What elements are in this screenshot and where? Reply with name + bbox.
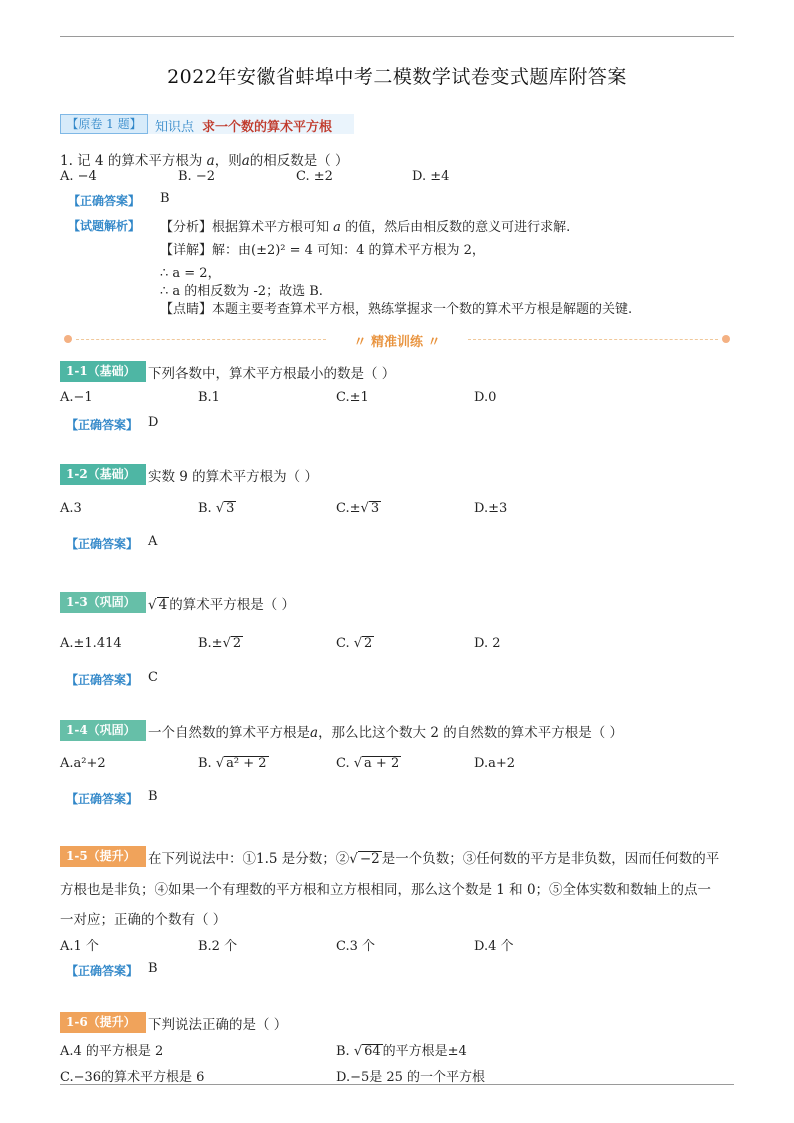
item-option: B.1 bbox=[198, 390, 220, 405]
item-option: B. √ 3 bbox=[198, 501, 235, 516]
analysis-line-5: 【点睛】本题主要考查算术平方根，熟练掌握求一个数的算术平方根是解题的关键. bbox=[160, 302, 633, 317]
original-answer-label: 【正确答案】 bbox=[68, 194, 141, 208]
analysis-line-1: 【分析】根据算术平方根可知 a 的值，然后由相反数的意义可进行求解. bbox=[160, 220, 571, 235]
item-option: C. √ a + 2 bbox=[336, 756, 400, 771]
section-right-line bbox=[468, 339, 718, 340]
item-answer: B bbox=[148, 961, 158, 976]
item-badge: 1-3（巩固） bbox=[60, 592, 146, 613]
original-answer: B bbox=[160, 191, 170, 206]
item-option: D.±3 bbox=[474, 501, 508, 516]
item-option: C.±1 bbox=[336, 390, 369, 405]
item-badge: 1-6（提升） bbox=[60, 1012, 146, 1033]
item-badge: 1-1（基础） bbox=[60, 361, 146, 382]
analysis-line-2: 【详解】解：由(±2)² = 4 可知：4 的算术平方根为 2， bbox=[160, 243, 485, 258]
answer-label: 【正确答案】 bbox=[66, 418, 139, 432]
item-option: C.−36的算术平方根是 6 bbox=[60, 1070, 205, 1085]
item-option: A.4 的平方根是 2 bbox=[60, 1044, 164, 1059]
item-question: √ 4 的算术平方根是（ ） bbox=[148, 597, 295, 613]
item-question: 一个自然数的算术平方根是a，那么比这个数大 2 的自然数的算术平方根是（ ） bbox=[148, 725, 624, 741]
item-option: B. √ 64 的平方根是±4 bbox=[336, 1044, 467, 1059]
item-badge: 1-4（巩固） bbox=[60, 720, 146, 741]
item-option: B.±√ 2 bbox=[198, 636, 242, 651]
section-title: 〃 精准训练 〃 bbox=[353, 335, 441, 350]
item-option: D.−5是 25 的一个平方根 bbox=[336, 1070, 486, 1085]
answer-label: 【正确答案】 bbox=[66, 673, 139, 687]
original-option-c: C. ±2 bbox=[296, 169, 333, 184]
analysis-line-3: ∴ a = 2， bbox=[160, 266, 221, 281]
item-answer: A bbox=[148, 534, 158, 549]
item-option: A.a²+2 bbox=[60, 756, 106, 771]
original-option-a: A. −4 bbox=[60, 169, 97, 184]
item-question: 实数 9 的算术平方根为（ ） bbox=[148, 469, 318, 485]
item-option: C.3 个 bbox=[336, 939, 376, 954]
item-option: D. 2 bbox=[474, 636, 501, 651]
item-option: C. √ 2 bbox=[336, 636, 373, 651]
page-title: 2022年安徽省蚌埠中考二模数学试卷变式题库附答案 bbox=[167, 66, 627, 88]
item-option: A.±1.414 bbox=[60, 636, 122, 651]
item-option: D.a+2 bbox=[474, 756, 516, 771]
original-question: 1. 记 4 的算术平方根为 a，则a的相反数是（ ） bbox=[60, 153, 349, 169]
knowledge-point-label: 知识点 bbox=[155, 120, 195, 135]
item-question-line: 方根也是非负；④如果一个有理数的平方根和立方根相同，那么这个数是 1 和 0；⑤全体实数和数轴上的点一 bbox=[60, 882, 712, 898]
item-option: A.−1 bbox=[60, 390, 93, 405]
item-option: D.4 个 bbox=[474, 939, 514, 954]
original-tag: 【原卷 1 题】 bbox=[60, 114, 148, 134]
original-option-b: B. −2 bbox=[178, 169, 215, 184]
item-option: B. √ a² + 2 bbox=[198, 756, 267, 771]
answer-label: 【正确答案】 bbox=[66, 537, 139, 551]
item-badge: 1-5（提升） bbox=[60, 846, 146, 867]
item-option: A.3 bbox=[60, 501, 82, 516]
item-question: 在下列说法中：①1.5 是分数；②√ −2 是一个负数；③任何数的平方是非负数，因而任何数的平 bbox=[148, 851, 720, 867]
analysis-line-4: ∴ a 的相反数为 -2；故选 B. bbox=[160, 284, 323, 299]
section-right-dot bbox=[722, 335, 730, 343]
item-answer: B bbox=[148, 789, 158, 804]
item-question: 下判说法正确的是（ ） bbox=[148, 1017, 288, 1033]
item-question: 下列各数中，算术平方根最小的数是（ ） bbox=[148, 366, 396, 382]
item-question-line: 一对应；正确的个数有（ ） bbox=[60, 912, 227, 928]
item-option: B.2 个 bbox=[198, 939, 238, 954]
top-rule bbox=[60, 36, 734, 37]
item-answer: C bbox=[148, 670, 158, 685]
original-option-d: D. ±4 bbox=[412, 169, 450, 184]
item-option: C.±√ 3 bbox=[336, 501, 380, 516]
item-option: A.1 个 bbox=[60, 939, 99, 954]
item-option: D.0 bbox=[474, 390, 497, 405]
bottom-rule bbox=[60, 1084, 734, 1085]
knowledge-point-text: 求一个数的算术平方根 bbox=[202, 120, 333, 135]
item-answer: D bbox=[148, 415, 159, 430]
item-badge: 1-2（基础） bbox=[60, 464, 146, 485]
answer-label: 【正确答案】 bbox=[66, 792, 139, 806]
original-analysis-label: 【试题解析】 bbox=[68, 219, 141, 233]
answer-label: 【正确答案】 bbox=[66, 964, 139, 978]
